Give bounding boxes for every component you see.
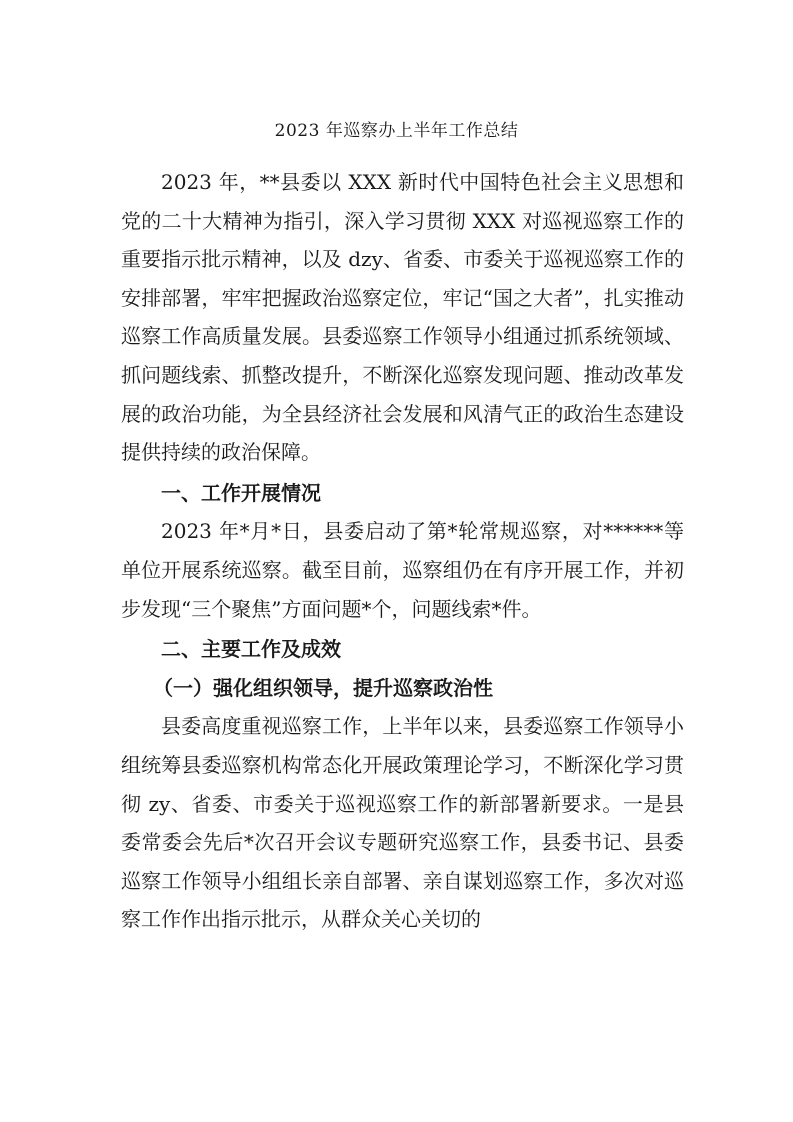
intro-paragraph: 2023 年，**县委以 XXX 新时代中国特色社会主义思想和党的二十大精神为指引，深入学习贯彻 XXX 对巡视巡察工作的重要指示批示精神，以及 dzy、省委、市委关于巡视巡察工作的安排部署，牢牢把握政治巡察定位，牢记“国之大者”，扎实推动巡察工作高质量发展。县委巡察工作领导小组通过抓系统领域、抓问题线索、抓整改提升，不断深化巡察发现问题、推动改革发展的政治功能，为全县经济社会发展和风清气正的政治生态建设提供持续的政治保障。 (121, 170, 684, 465)
document-title: 2023 年巡察办上半年工作总结 (274, 121, 519, 141)
subsection-1-paragraph: 县委高度重视巡察工作，上半年以来，县委巡察工作领导小组统筹县委巡察机构常态化开展政策理论学习，不断深化学习贯彻 zy、省委、市委关于巡视巡察工作的新部署新要求。一是县委常委会先后*次召开会议专题研究巡察工作，县委书记、县委巡察工作领导小组组长亲自部署、亲自谋划巡察工作，多次对巡察工作作出指示批示，从群众关心关切的 (121, 714, 684, 932)
section-1-paragraph: 2023 年*月*日，县委启动了第*轮常规巡察，对******等单位开展系统巡察。截至目前，巡察组仍在有序开展工作，并初步发现“三个聚焦”方面问题*个，问题线索*件。 (121, 519, 684, 621)
section-heading-2: 二、主要工作及成效 (161, 637, 341, 662)
document-body (121, 163, 684, 939)
section-heading-1: 一、工作开展情况 (161, 480, 321, 505)
subsection-heading-1: （一）强化组织领导，提升巡察政治性 (153, 675, 493, 700)
